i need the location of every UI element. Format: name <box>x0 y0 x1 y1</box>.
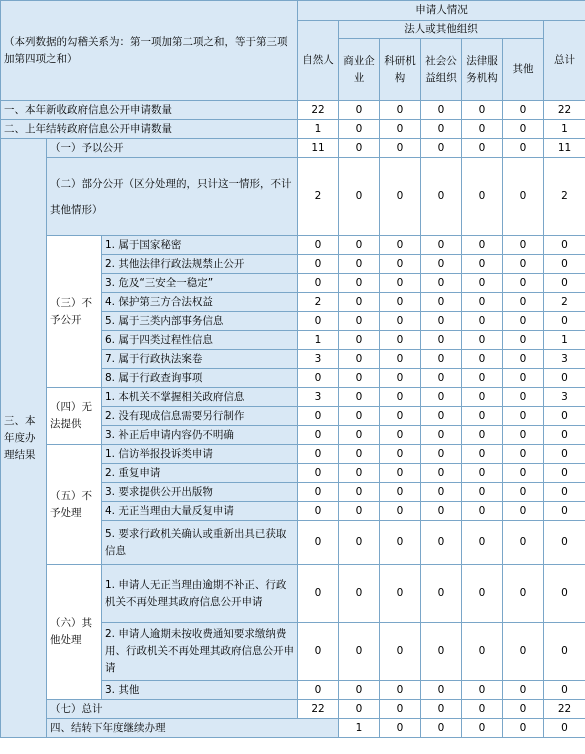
cell-value: 0 <box>544 502 585 521</box>
cell-value: 0 <box>544 312 585 331</box>
header-legal-service: 法律服务机构 <box>462 39 503 101</box>
cell-value: 0 <box>462 521 503 565</box>
cell-value: 0 <box>462 255 503 274</box>
cell-value: 0 <box>380 236 421 255</box>
cell-value: 0 <box>544 565 585 623</box>
cell-value: 0 <box>339 236 380 255</box>
cell-value: 2 <box>544 158 585 236</box>
group-label-not-disclosed: （三）不予公开 <box>47 236 102 388</box>
cell-value: 0 <box>380 502 421 521</box>
cell-value: 0 <box>421 158 462 236</box>
cell-value: 0 <box>421 426 462 445</box>
cell-value: 0 <box>339 464 380 483</box>
cell-value: 0 <box>503 369 544 388</box>
cell-value: 0 <box>544 426 585 445</box>
cell-value: 0 <box>462 407 503 426</box>
header-total: 总计 <box>544 21 585 101</box>
row-carry-forward <box>1 719 585 738</box>
cell-value: 0 <box>462 623 503 681</box>
header-business: 商业企业 <box>339 39 380 101</box>
cell-value: 0 <box>462 565 503 623</box>
cell-value: 0 <box>339 369 380 388</box>
cell-value: 11 <box>544 139 585 158</box>
cell-value: 0 <box>339 700 380 719</box>
cell-value: 0 <box>339 101 380 120</box>
cell-value: 0 <box>503 293 544 312</box>
cell-value: 0 <box>503 681 544 700</box>
cell-value: 0 <box>298 445 339 464</box>
cell-value: 0 <box>544 274 585 293</box>
cell-value: 0 <box>462 331 503 350</box>
row-disclosed <box>1 139 585 158</box>
cell-value: 0 <box>503 255 544 274</box>
cell-value: 0 <box>503 236 544 255</box>
cell-value: 0 <box>380 388 421 407</box>
group-label-not-processed: （五）不予处理 <box>47 445 102 565</box>
cell-value: 3 <box>544 388 585 407</box>
cell-value: 1 <box>544 331 585 350</box>
cell-value: 0 <box>462 236 503 255</box>
cell-value: 0 <box>503 274 544 293</box>
cell-value: 0 <box>462 388 503 407</box>
cell-value: 0 <box>544 445 585 464</box>
row-label: 1. 信访举报投诉类申请 <box>102 445 298 464</box>
cell-value: 0 <box>298 464 339 483</box>
cell-value: 0 <box>380 331 421 350</box>
cell-value: 0 <box>339 502 380 521</box>
cell-value: 0 <box>298 565 339 623</box>
cell-value: 3 <box>544 350 585 369</box>
cell-value: 0 <box>462 700 503 719</box>
group-label-cannot-provide: （四）无法提供 <box>47 388 102 445</box>
cell-value: 22 <box>544 101 585 120</box>
cell-value: 0 <box>462 681 503 700</box>
row-label: 二、上年结转政府信息公开申请数量 <box>1 120 298 139</box>
cell-value: 0 <box>462 139 503 158</box>
section-results-label: 三、本年度办理结果 <box>1 139 47 738</box>
row-carried-over <box>1 120 585 139</box>
cell-value: 0 <box>380 623 421 681</box>
row-cannot-provide-item <box>1 388 585 407</box>
row-partially-disclosed <box>1 158 585 236</box>
cell-value: 0 <box>544 464 585 483</box>
cell-value: 0 <box>380 521 421 565</box>
cell-value: 0 <box>339 407 380 426</box>
cell-value: 0 <box>421 700 462 719</box>
row-label: 6. 属于四类过程性信息 <box>102 331 298 350</box>
cell-value: 2 <box>298 158 339 236</box>
cell-value: 0 <box>503 101 544 120</box>
cell-value: 0 <box>462 158 503 236</box>
cell-value: 0 <box>421 139 462 158</box>
row-label: （一）予以公开 <box>47 139 298 158</box>
cell-value: 0 <box>421 445 462 464</box>
cell-value: 0 <box>503 426 544 445</box>
cell-value: 0 <box>339 681 380 700</box>
cell-value: 22 <box>298 101 339 120</box>
cell-value: 0 <box>503 464 544 483</box>
cell-value: 0 <box>380 565 421 623</box>
cell-value: 0 <box>503 565 544 623</box>
cell-value: 0 <box>462 312 503 331</box>
cell-value: 0 <box>462 293 503 312</box>
cell-value: 0 <box>298 369 339 388</box>
row-label: 1. 属于国家秘密 <box>102 236 298 255</box>
row-new-applications <box>1 101 585 120</box>
cell-value: 0 <box>339 120 380 139</box>
cell-value: 22 <box>544 700 585 719</box>
cell-value: 0 <box>503 139 544 158</box>
cell-value: 0 <box>544 483 585 502</box>
cell-value: 0 <box>462 274 503 293</box>
row-label: 5. 属于三类内部事务信息 <box>102 312 298 331</box>
row-other-handling-item <box>1 565 585 623</box>
row-label: 2. 重复申请 <box>102 464 298 483</box>
cell-value: 0 <box>421 331 462 350</box>
cell-value: 0 <box>380 483 421 502</box>
cell-value: 1 <box>544 120 585 139</box>
cell-value: 0 <box>298 623 339 681</box>
cell-value: 0 <box>298 236 339 255</box>
cell-value: 0 <box>503 331 544 350</box>
cell-value: 0 <box>421 101 462 120</box>
cell-value: 0 <box>298 274 339 293</box>
cell-value: 0 <box>339 293 380 312</box>
cell-value: 0 <box>421 369 462 388</box>
cell-value: 0 <box>380 293 421 312</box>
cell-value: 0 <box>462 120 503 139</box>
row-label: 3. 其他 <box>102 681 298 700</box>
cell-value: 0 <box>503 350 544 369</box>
cell-value: 0 <box>339 331 380 350</box>
cell-value: 0 <box>421 274 462 293</box>
cell-value: 0 <box>421 255 462 274</box>
cell-value: 0 <box>380 101 421 120</box>
cell-value: 0 <box>421 388 462 407</box>
cell-value: 0 <box>339 274 380 293</box>
cell-value: 0 <box>503 158 544 236</box>
cell-value: 0 <box>339 623 380 681</box>
cell-value: 0 <box>503 521 544 565</box>
cell-value: 0 <box>503 388 544 407</box>
cell-value: 0 <box>503 719 544 738</box>
cell-value: 3 <box>298 388 339 407</box>
cell-value: 0 <box>462 719 503 738</box>
cell-value: 1 <box>298 331 339 350</box>
cell-value: 0 <box>380 255 421 274</box>
row-label: 四、结转下年度继续办理 <box>47 719 339 738</box>
row-label: 3. 危及“三安全一稳定” <box>102 274 298 293</box>
cell-value: 0 <box>339 483 380 502</box>
cell-value: 0 <box>503 407 544 426</box>
cell-value: 0 <box>298 255 339 274</box>
group-label-other-handling: （六）其他处理 <box>47 565 102 700</box>
cell-value: 0 <box>462 426 503 445</box>
cell-value: 1 <box>339 719 380 738</box>
cell-value: 0 <box>298 407 339 426</box>
header-natural-person: 自然人 <box>298 21 339 101</box>
cell-value: 0 <box>380 407 421 426</box>
cell-value: 0 <box>421 521 462 565</box>
row-results-total <box>1 700 585 719</box>
cell-value: 0 <box>298 521 339 565</box>
cell-value: 0 <box>503 502 544 521</box>
cell-value: 0 <box>421 236 462 255</box>
cell-value: 0 <box>339 139 380 158</box>
cell-value: 0 <box>380 312 421 331</box>
cell-value: 0 <box>503 623 544 681</box>
row-label: （七）总计 <box>47 700 298 719</box>
cell-value: 0 <box>380 350 421 369</box>
row-label: 3. 要求提供公开出版物 <box>102 483 298 502</box>
cell-value: 3 <box>298 350 339 369</box>
cell-value: 0 <box>421 120 462 139</box>
cell-value: 0 <box>421 293 462 312</box>
header-social: 社会公益组织 <box>421 39 462 101</box>
cell-value: 0 <box>380 139 421 158</box>
cell-value: 0 <box>462 483 503 502</box>
cell-value: 1 <box>298 120 339 139</box>
cell-value: 0 <box>544 369 585 388</box>
cell-value: 0 <box>339 312 380 331</box>
cell-value: 0 <box>462 350 503 369</box>
cell-value: 0 <box>544 407 585 426</box>
cell-value: 0 <box>421 502 462 521</box>
cell-value: 0 <box>544 623 585 681</box>
row-label: 2. 没有现成信息需要另行制作 <box>102 407 298 426</box>
cell-value: 0 <box>421 312 462 331</box>
cell-value: 0 <box>462 445 503 464</box>
cell-value: 0 <box>298 681 339 700</box>
row-label: 4. 保护第三方合法权益 <box>102 293 298 312</box>
cell-value: 0 <box>421 623 462 681</box>
cell-value: 0 <box>339 350 380 369</box>
row-not-disclosed-item <box>1 236 585 255</box>
row-label: 7. 属于行政执法案卷 <box>102 350 298 369</box>
cell-value: 0 <box>421 464 462 483</box>
cell-value: 0 <box>339 521 380 565</box>
row-label: （二）部分公开（区分处理的，只计这一情形，不计其他情形） <box>47 158 298 236</box>
cell-value: 0 <box>544 681 585 700</box>
cell-value: 0 <box>503 312 544 331</box>
row-label: 一、本年新收政府信息公开申请数量 <box>1 101 298 120</box>
cell-value: 0 <box>462 369 503 388</box>
cell-value: 0 <box>339 388 380 407</box>
cell-value: 0 <box>503 445 544 464</box>
header-other: 其他 <box>503 39 544 101</box>
cell-value: 0 <box>298 502 339 521</box>
row-label: 2. 申请人逾期未按收费通知要求缴纳费用、行政机关不再处理其政府信息公开申请 <box>102 623 298 681</box>
header-legal-group: 法人或其他组织 <box>339 21 544 39</box>
cell-value: 0 <box>462 464 503 483</box>
cell-value: 0 <box>380 426 421 445</box>
cell-value: 0 <box>298 426 339 445</box>
cell-value: 0 <box>380 681 421 700</box>
cell-value: 0 <box>503 700 544 719</box>
row-label: 1. 本机关不掌握相关政府信息 <box>102 388 298 407</box>
cell-value: 0 <box>544 521 585 565</box>
cell-value: 2 <box>544 293 585 312</box>
cell-value: 0 <box>462 502 503 521</box>
cell-value: 0 <box>503 120 544 139</box>
row-label: 4. 无正当理由大量反复申请 <box>102 502 298 521</box>
column-relation-note: （本列数据的勾稽关系为：第一项加第二项之和，等于第三项加第四项之和） <box>1 1 298 101</box>
row-label: 5. 要求行政机关确认或重新出具已获取信息 <box>102 521 298 565</box>
cell-value: 0 <box>421 565 462 623</box>
header-applicant: 申请人情况 <box>298 1 585 21</box>
cell-value: 0 <box>421 681 462 700</box>
cell-value: 0 <box>380 274 421 293</box>
cell-value: 0 <box>380 369 421 388</box>
cell-value: 0 <box>421 483 462 502</box>
cell-value: 0 <box>339 426 380 445</box>
cell-value: 0 <box>421 350 462 369</box>
cell-value: 0 <box>544 236 585 255</box>
cell-value: 0 <box>380 120 421 139</box>
cell-value: 0 <box>503 483 544 502</box>
cell-value: 0 <box>544 255 585 274</box>
cell-value: 0 <box>544 719 585 738</box>
cell-value: 0 <box>380 445 421 464</box>
cell-value: 0 <box>380 464 421 483</box>
row-label: 8. 属于行政查询事项 <box>102 369 298 388</box>
cell-value: 0 <box>421 407 462 426</box>
cell-value: 0 <box>380 719 421 738</box>
row-not-processed-item <box>1 445 585 464</box>
cell-value: 2 <box>298 293 339 312</box>
cell-value: 0 <box>339 565 380 623</box>
cell-value: 0 <box>339 445 380 464</box>
row-label: 2. 其他法律行政法规禁止公开 <box>102 255 298 274</box>
cell-value: 0 <box>421 719 462 738</box>
header-research: 科研机构 <box>380 39 421 101</box>
row-label: 3. 补正后申请内容仍不明确 <box>102 426 298 445</box>
cell-value: 22 <box>298 700 339 719</box>
cell-value: 0 <box>380 700 421 719</box>
row-label: 1. 申请人无正当理由逾期不补正、行政机关不再处理其政府信息公开申请 <box>102 565 298 623</box>
cell-value: 0 <box>298 312 339 331</box>
cell-value: 0 <box>462 101 503 120</box>
cell-value: 0 <box>298 483 339 502</box>
cell-value: 0 <box>339 255 380 274</box>
cell-value: 0 <box>380 158 421 236</box>
cell-value: 11 <box>298 139 339 158</box>
cell-value: 0 <box>339 158 380 236</box>
